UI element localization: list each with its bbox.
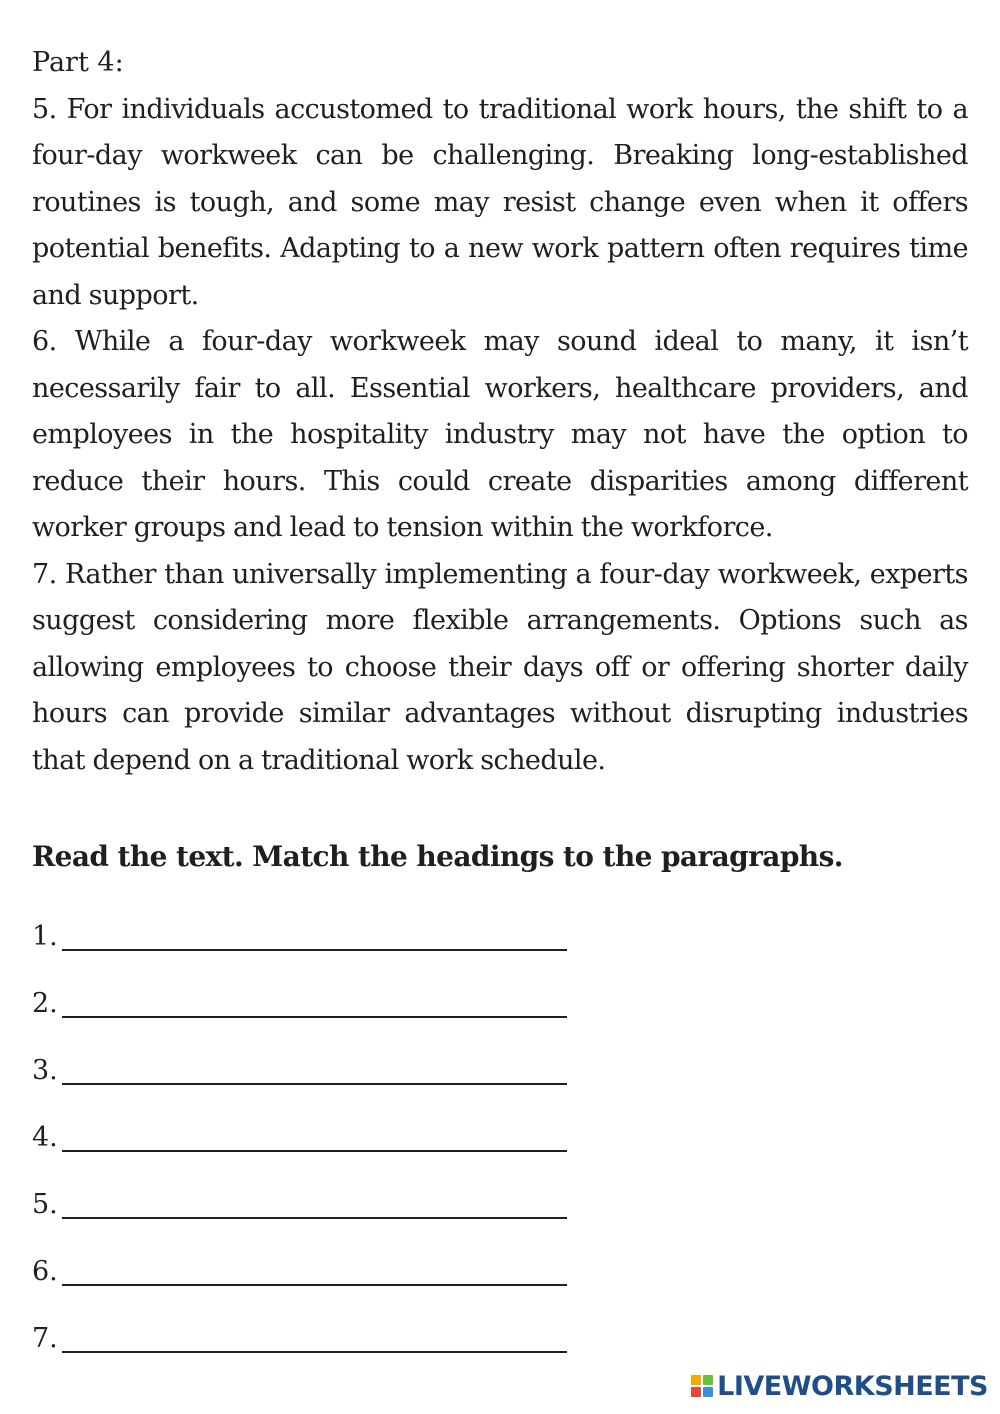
answer-input-7[interactable] — [62, 1317, 567, 1353]
answer-number: 5. — [32, 1189, 58, 1220]
paragraph-5: 5. For individuals accustomed to traditional work hours, the shift to a four-day workweek can be challenging. Breaking long-established routines is tough, and some may resist change even when it offers potential benefits. Adapting to a new work pattern often requires time and support. — [32, 93, 968, 311]
liveworksheets-logo — [691, 1370, 988, 1402]
answer-number: 3. — [32, 1055, 58, 1086]
liveworksheets-logo-icon — [691, 1375, 713, 1397]
logo-block — [703, 1375, 713, 1385]
answer-number: 6. — [32, 1256, 58, 1287]
answer-input-3[interactable] — [62, 1049, 567, 1085]
answer-number: 4. — [32, 1122, 58, 1153]
answer-number: 1. — [32, 921, 58, 952]
answer-input-5[interactable] — [62, 1183, 567, 1219]
answer-row — [32, 1158, 567, 1225]
paragraph-6: 6. While a four-day workweek may sound ideal to many, it isn’t necessarily fair to all. Essential workers, healthcare providers, and employees in the hospitality industry may not have the option to reduce their hours. This could create disparities among different worker groups and lead to tension within the workforce. — [32, 326, 968, 543]
answer-input-2[interactable] — [62, 982, 567, 1018]
answer-input-1[interactable] — [62, 915, 567, 951]
answer-row — [32, 957, 567, 1024]
answer-number: 7. — [32, 1323, 58, 1354]
worksheet-page — [32, 40, 968, 784]
part-label: Part 4: — [32, 47, 124, 78]
answer-input-4[interactable] — [62, 1116, 567, 1152]
paragraph-7: 7. Rather than universally implementing a four-day workweek, experts suggest considering more flexible arrangements. Options such as allowing employees to choose their days off or offering shorter daily hours can provide similar advantages without disrupting industries that depend on a traditional work schedule. — [32, 558, 968, 776]
logo-block — [703, 1387, 713, 1397]
logo-block — [691, 1375, 701, 1385]
answer-row — [32, 1091, 567, 1158]
instruction-heading: Read the text. Match the headings to the paragraphs. — [32, 840, 843, 873]
answer-number: 2. — [32, 988, 58, 1019]
logo-block — [691, 1387, 701, 1397]
answer-input-6[interactable] — [62, 1250, 567, 1286]
answer-row — [32, 1225, 567, 1292]
logo-text: LIVEWORKSHEETS — [717, 1370, 988, 1402]
answer-row — [32, 1024, 567, 1091]
answer-list — [32, 890, 567, 1359]
answer-row — [32, 1292, 567, 1359]
answer-row — [32, 890, 567, 957]
